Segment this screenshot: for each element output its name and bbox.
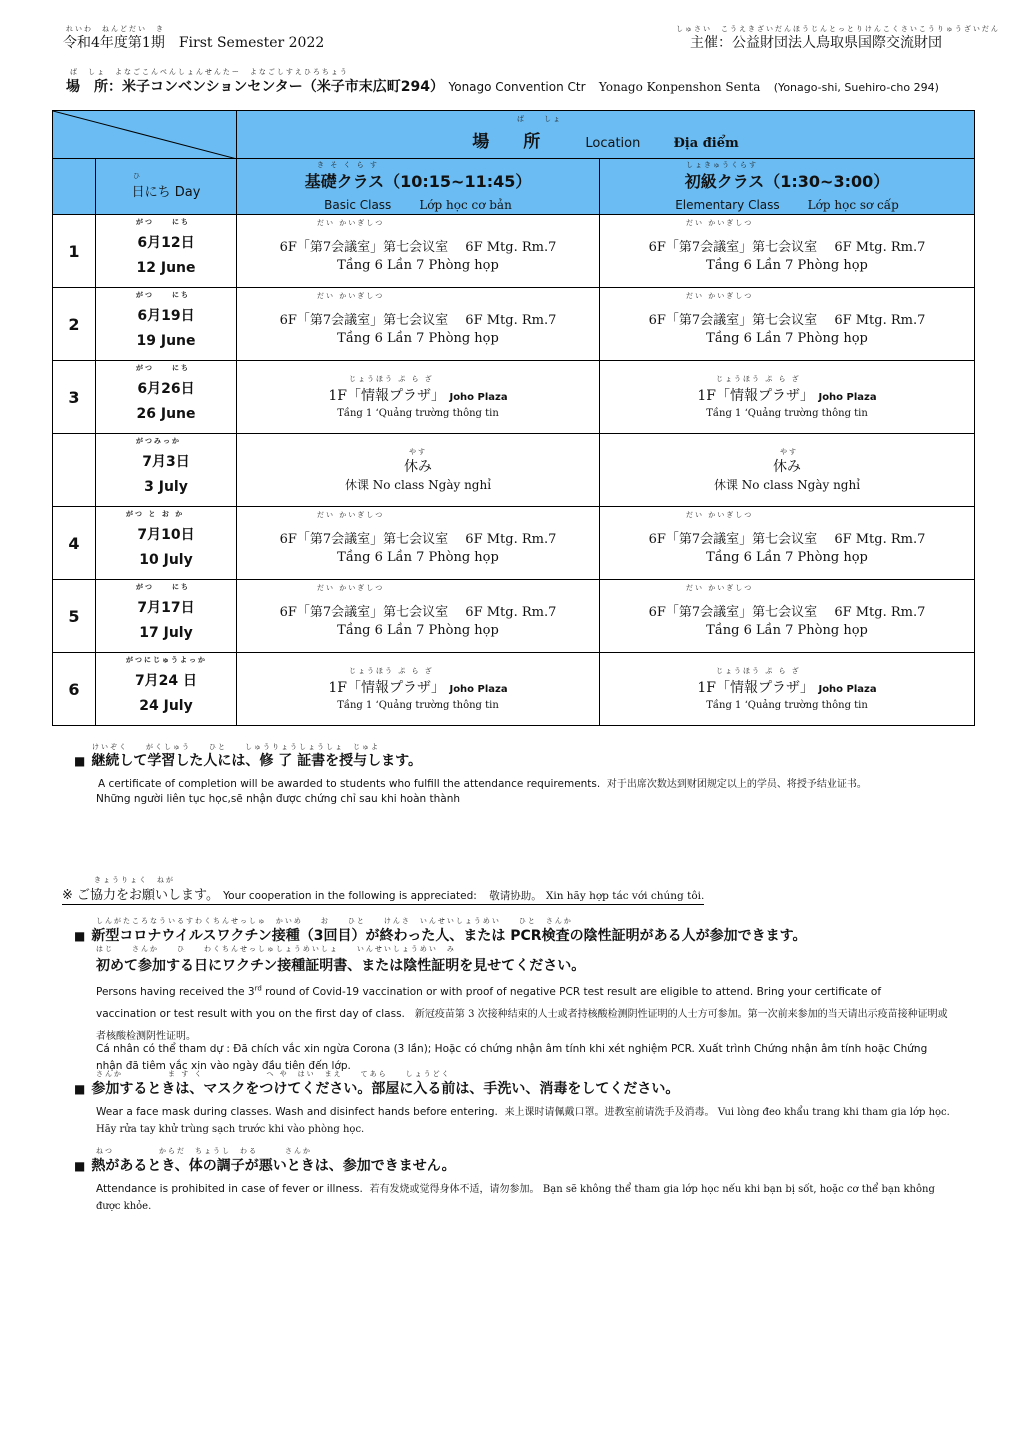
location-ruby: じょうほう ぷ ら ざ: [716, 667, 801, 675]
elementary-ruby: しょきゅうくらす: [686, 161, 758, 169]
location-ruby: だい かいぎしつ: [686, 219, 754, 227]
elementary-location-cell: [600, 361, 975, 434]
basic-en: Basic Class: [324, 198, 392, 212]
no-class-multilang: 休课 No class Ngày nghỉ: [344, 478, 492, 493]
note1-en1: Persons having received the 3: [96, 986, 255, 998]
date-jp: 7月24 日: [134, 673, 198, 690]
note3-zh: 若有发烧或觉得身体不适，请勿参加。: [369, 1184, 540, 1195]
note1-head1: 新型コロナウイルスワクチン接種（3回目）が終わった人、または PCR検査の陰性証明がある人が参加できます。: [91, 928, 807, 944]
cooperation-vi: Xin hãy hợp tác với chúng tôi.: [545, 890, 705, 902]
basic-location-cell: [237, 434, 600, 507]
table-row: [53, 653, 975, 726]
date-jp: 6月12日: [137, 235, 195, 252]
session-number: 2: [53, 288, 96, 361]
location-ruby: だい かいぎしつ: [317, 511, 385, 519]
venue-romaji: Yonago Konpenshon Senta: [598, 80, 761, 94]
note3-ruby1: ねつ からだ ちょうし わる さんか: [96, 1147, 312, 1155]
location-jp: 場 所: [472, 132, 541, 152]
room-name-vi: Tầng 1 ‘Quảng trường thông tin: [706, 407, 868, 419]
location-vi: Địa điểm: [673, 136, 739, 151]
certificate-vi: Những người liên tục học,sẽ nhận được chứng chỉ sau khi hoàn thành: [96, 793, 461, 805]
room-name: 6F「第7会議室」第七会议室 6F Mtg. Rm.7: [648, 239, 926, 255]
room-name-vi: Tầng 6 Lần 7 Phòng họp: [337, 623, 499, 638]
room-name-vi: Tầng 1 ‘Quảng trường thông tin: [337, 699, 499, 711]
day-ruby: ひ: [133, 172, 142, 180]
organizer-label: 主催：公益財団法人鳥取県国際交流財団: [690, 35, 942, 51]
elementary-location-cell: [600, 507, 975, 580]
basic-class-header: [237, 159, 600, 215]
room-name: 6F「第7会議室」第七会议室 6F Mtg. Rm.7: [648, 312, 926, 328]
cooperation-en: Your cooperation in the following is appreciated:: [223, 890, 477, 902]
note1-en2: round of Covid-19 vaccination or with proof of negative PCR test result are eligible to attend. Bring your certificate of: [261, 986, 882, 998]
note3-vi: Bạn sẽ không thể tham gia lớp học nếu khi bạn bị sốt, hoặc cơ thể bạn không được khỏe.: [96, 1184, 935, 1212]
note1-vi: Cá nhân có thể tham dự : Đã chích vắc xin ngừa Corona (3 lần); Hoặc có chứng nhận âm tính khi xét nghiệm PCR. Xuất trình Chứng nhận âm tính hoặc Chứng nhận đã tiêm vắc xin vào ngày đầu tiên đến lớp.: [96, 1043, 928, 1072]
date-cell: [96, 434, 237, 507]
date-ruby: がつ にち: [136, 583, 190, 591]
certificate-zh: 对于出席次数达到财团规定以上的学员、将授予结业证书。: [606, 779, 867, 790]
room-name-vi: Tầng 1 ‘Quảng trường thông tin: [337, 407, 499, 419]
venue-address: (Yonago-shi, Suehiro-cho 294): [773, 81, 939, 94]
illness-note: [74, 1147, 954, 1215]
table-row: [53, 507, 975, 580]
basic-location-cell: [237, 580, 600, 653]
location-ruby: だい かいぎしつ: [686, 292, 754, 300]
elementary-location-cell: [600, 215, 975, 288]
session-number: 1: [53, 215, 96, 288]
date-cell: [96, 507, 237, 580]
venue-label: 場 所：米子コンベンションセンター（米子市末広町294）: [66, 79, 445, 95]
location-ruby: ば しょ: [517, 115, 562, 123]
day-header: [96, 159, 237, 215]
room-name: 1F「情報プラザ」: [697, 388, 815, 405]
elementary-class-header: [600, 159, 975, 215]
elementary-location-cell: [600, 288, 975, 361]
date-ruby: がつ にち: [136, 218, 190, 226]
basic-location-cell: [237, 215, 600, 288]
location-ruby: やす: [780, 448, 798, 456]
room-name: 1F「情報プラザ」: [697, 680, 815, 697]
elementary-location-cell: [600, 580, 975, 653]
schedule-rows: [53, 215, 975, 726]
cooperation-ruby: きょうりょく ねが: [94, 876, 175, 884]
date-cell: [96, 361, 237, 434]
room-name-en: Joho Plaza: [818, 392, 877, 404]
note1-en-sup: rd: [254, 984, 262, 993]
header-left-ruby: れいわ ねんどだい き: [66, 25, 165, 33]
no-class-label: 休み: [773, 458, 801, 475]
no-class-multilang: 休课 No class Ngày nghỉ: [713, 478, 861, 493]
elementary-location-cell: [600, 653, 975, 726]
basic-location-cell: [237, 361, 600, 434]
location-ruby: じょうほう ぷ ら ざ: [349, 375, 434, 383]
date-ruby: がつみっか: [136, 437, 181, 445]
room-name: 1F「情報プラザ」: [328, 388, 446, 405]
date-en: 26 June: [136, 406, 196, 422]
location-ruby: だい かいぎしつ: [317, 292, 385, 300]
room-name-vi: Tầng 6 Lần 7 Phòng họp: [706, 623, 868, 638]
bullet-square-icon: ■: [74, 754, 86, 768]
location-ruby: じょうほう ぷ ら ざ: [349, 667, 434, 675]
date-en: 3 July: [144, 479, 188, 495]
elementary-vi: Lớp học sơ cấp: [807, 198, 899, 212]
date-jp: 6月26日: [137, 381, 195, 398]
venue-ruby: ば しょ よなごこんべんしょんせんたー よなごしすえひろちょう: [70, 68, 349, 76]
date-ruby: がつにじゅうよっか: [126, 656, 207, 664]
date-en: 19 June: [136, 333, 196, 349]
note1-en3: vaccination or test result with you on the first day of class.: [96, 1008, 405, 1021]
vaccination-note: [74, 917, 954, 1075]
room-name: 1F「情報プラザ」: [328, 680, 446, 697]
corner-cell: [53, 111, 237, 159]
room-name: 6F「第7会議室」第七会议室 6F Mtg. Rm.7: [648, 604, 926, 620]
note3-head1: 熱があるとき、体の調子が悪いときは、参加できません。: [91, 1158, 456, 1174]
date-en: 10 July: [139, 552, 193, 568]
room-name: 6F「第7会議室」第七会议室 6F Mtg. Rm.7: [279, 239, 557, 255]
no-class-label: 休み: [404, 458, 432, 475]
basic-vi: Lớp học cơ bản: [419, 198, 512, 212]
cooperation-zh: 敬请协助。: [489, 890, 542, 902]
date-jp: 7月10日: [137, 527, 195, 544]
date-en: 12 June: [136, 260, 196, 276]
note2-vi: Vui lòng đeo khẩu trang khi tham gia lớp học. Hãy rửa tay khử trùng sạch trước khi vào phòng học.: [96, 1107, 950, 1135]
cooperation-jp: ※ ご協力をお願いします。: [62, 888, 219, 903]
note2-head1: 参加するときは、マスクをつけてください。部屋に入る前は、手洗い、消毒をしてください。: [91, 1081, 680, 1097]
room-name: 6F「第7会議室」第七会议室 6F Mtg. Rm.7: [279, 604, 557, 620]
location-ruby: だい かいぎしつ: [317, 219, 385, 227]
room-name-vi: Tầng 6 Lần 7 Phòng họp: [706, 331, 868, 346]
location-header: [237, 111, 975, 159]
location-en: Location: [585, 136, 641, 151]
day-label: 日にち Day: [131, 185, 201, 200]
date-jp: 7月17日: [137, 600, 195, 617]
room-name: 6F「第7会議室」第七会议室 6F Mtg. Rm.7: [279, 531, 557, 547]
session-number: 5: [53, 580, 96, 653]
table-row: [53, 434, 975, 507]
basic-title: 基礎クラス（10:15~11:45）: [304, 172, 532, 191]
note2-en: Wear a face mask during classes. Wash and disinfect hands before entering.: [96, 1106, 498, 1118]
session-number: 4: [53, 507, 96, 580]
room-name-en: Joho Plaza: [818, 684, 877, 696]
basic-location-cell: [237, 288, 600, 361]
venue-english: Yonago Convention Ctr: [448, 80, 586, 94]
room-name-vi: Tầng 6 Lần 7 Phòng họp: [337, 550, 499, 565]
location-ruby: だい かいぎしつ: [686, 584, 754, 592]
schedule-table: [52, 110, 975, 726]
note1-zh: 新冠疫苗第 3 次接种结束的人士或者持核酸检测阴性证明的人士方可参加。第一次前来参加的当天请出示疫苗接种证明或者核酸检测阴性证明。: [96, 1009, 948, 1043]
certificate-en: A certificate of completion will be awarded to students who fulfill the attendance requirements.: [98, 778, 601, 790]
note1-ruby2: はじ さんか ひ わくちんせっしゅしょうめいしょ いんせいしょうめい み: [96, 945, 456, 953]
elementary-location-cell: [600, 434, 975, 507]
location-ruby: やす: [409, 448, 427, 456]
room-name-vi: Tầng 6 Lần 7 Phòng họp: [337, 258, 499, 273]
diagonal-line: [53, 111, 237, 159]
note1-head2: 初めて参加する日にワクチン接種証明書、または陰性証明を見せてください。: [96, 958, 586, 974]
cooperation-line: [62, 884, 704, 905]
table-row: [53, 580, 975, 653]
table-row: [53, 215, 975, 288]
room-name-vi: Tầng 6 Lần 7 Phòng họp: [706, 550, 868, 565]
basic-location-cell: [237, 507, 600, 580]
note2-ruby1: さんか ま す く へ や はい まえ てあら しょうどく: [96, 1070, 451, 1078]
basic-ruby: き そ く ら す: [317, 161, 379, 169]
note2-zh: 来上课时请佩戴口罩。进教室前请洗手及消毒。: [504, 1107, 715, 1118]
date-en: 24 July: [139, 698, 193, 714]
date-cell: [96, 653, 237, 726]
date-ruby: がつ にち: [136, 291, 190, 299]
note3-en: Attendance is prohibited in case of fever or illness.: [96, 1183, 363, 1195]
date-ruby: がつ と お か: [126, 510, 185, 518]
bullet-square-icon: ■: [74, 1082, 86, 1096]
table-row: [53, 361, 975, 434]
location-ruby: じょうほう ぷ ら ざ: [716, 375, 801, 383]
bullet-square-icon: ■: [74, 1159, 86, 1173]
room-name-en: Joho Plaza: [449, 392, 508, 404]
date-en: 17 July: [139, 625, 193, 641]
mask-note: [74, 1070, 954, 1138]
room-name-vi: Tầng 6 Lần 7 Phòng họp: [337, 331, 499, 346]
room-name-vi: Tầng 6 Lần 7 Phòng họp: [706, 258, 868, 273]
date-jp: 7月3日: [142, 454, 190, 471]
session-number: 3: [53, 361, 96, 434]
header-right-ruby: しゅさい こうえきざいだんほうじんとっとりけんこくさいこうりゅうざいだん: [676, 25, 1000, 33]
basic-location-cell: [237, 653, 600, 726]
room-name: 6F「第7会議室」第七会议室 6F Mtg. Rm.7: [648, 531, 926, 547]
room-name-en: Joho Plaza: [449, 684, 508, 696]
certificate-ruby: けいぞく がくしゅう ひと しゅうりょうしょうしょ じゅよ: [92, 743, 380, 751]
room-name: 6F「第7会議室」第七会议室 6F Mtg. Rm.7: [279, 312, 557, 328]
location-ruby: だい かいぎしつ: [317, 584, 385, 592]
date-cell: [96, 288, 237, 361]
certificate-head: 継続して学習した人には、修 了 証書を授与します。: [91, 753, 422, 769]
num-header: [53, 159, 96, 215]
location-ruby: だい かいぎしつ: [686, 511, 754, 519]
elementary-title: 初級クラス（1:30~3:00）: [684, 172, 890, 191]
table-row: [53, 288, 975, 361]
room-name-vi: Tầng 1 ‘Quảng trường thông tin: [706, 699, 868, 711]
date-cell: [96, 580, 237, 653]
session-number: [53, 434, 96, 507]
certificate-note: [74, 743, 867, 808]
session-number: 6: [53, 653, 96, 726]
date-ruby: がつ にち: [136, 364, 190, 372]
semester-label: 令和4年度第1期 First Semester 2022: [63, 35, 325, 51]
date-jp: 6月19日: [137, 308, 195, 325]
bullet-square-icon: ■: [74, 929, 86, 943]
date-cell: [96, 215, 237, 288]
note1-ruby1: しんがたころなういるすわくちんせっしゅ かいめ お ひと けんさ いんせいしょうめい ひと さんか: [96, 917, 573, 925]
elementary-en: Elementary Class: [675, 198, 780, 212]
venue-line: [66, 76, 939, 96]
